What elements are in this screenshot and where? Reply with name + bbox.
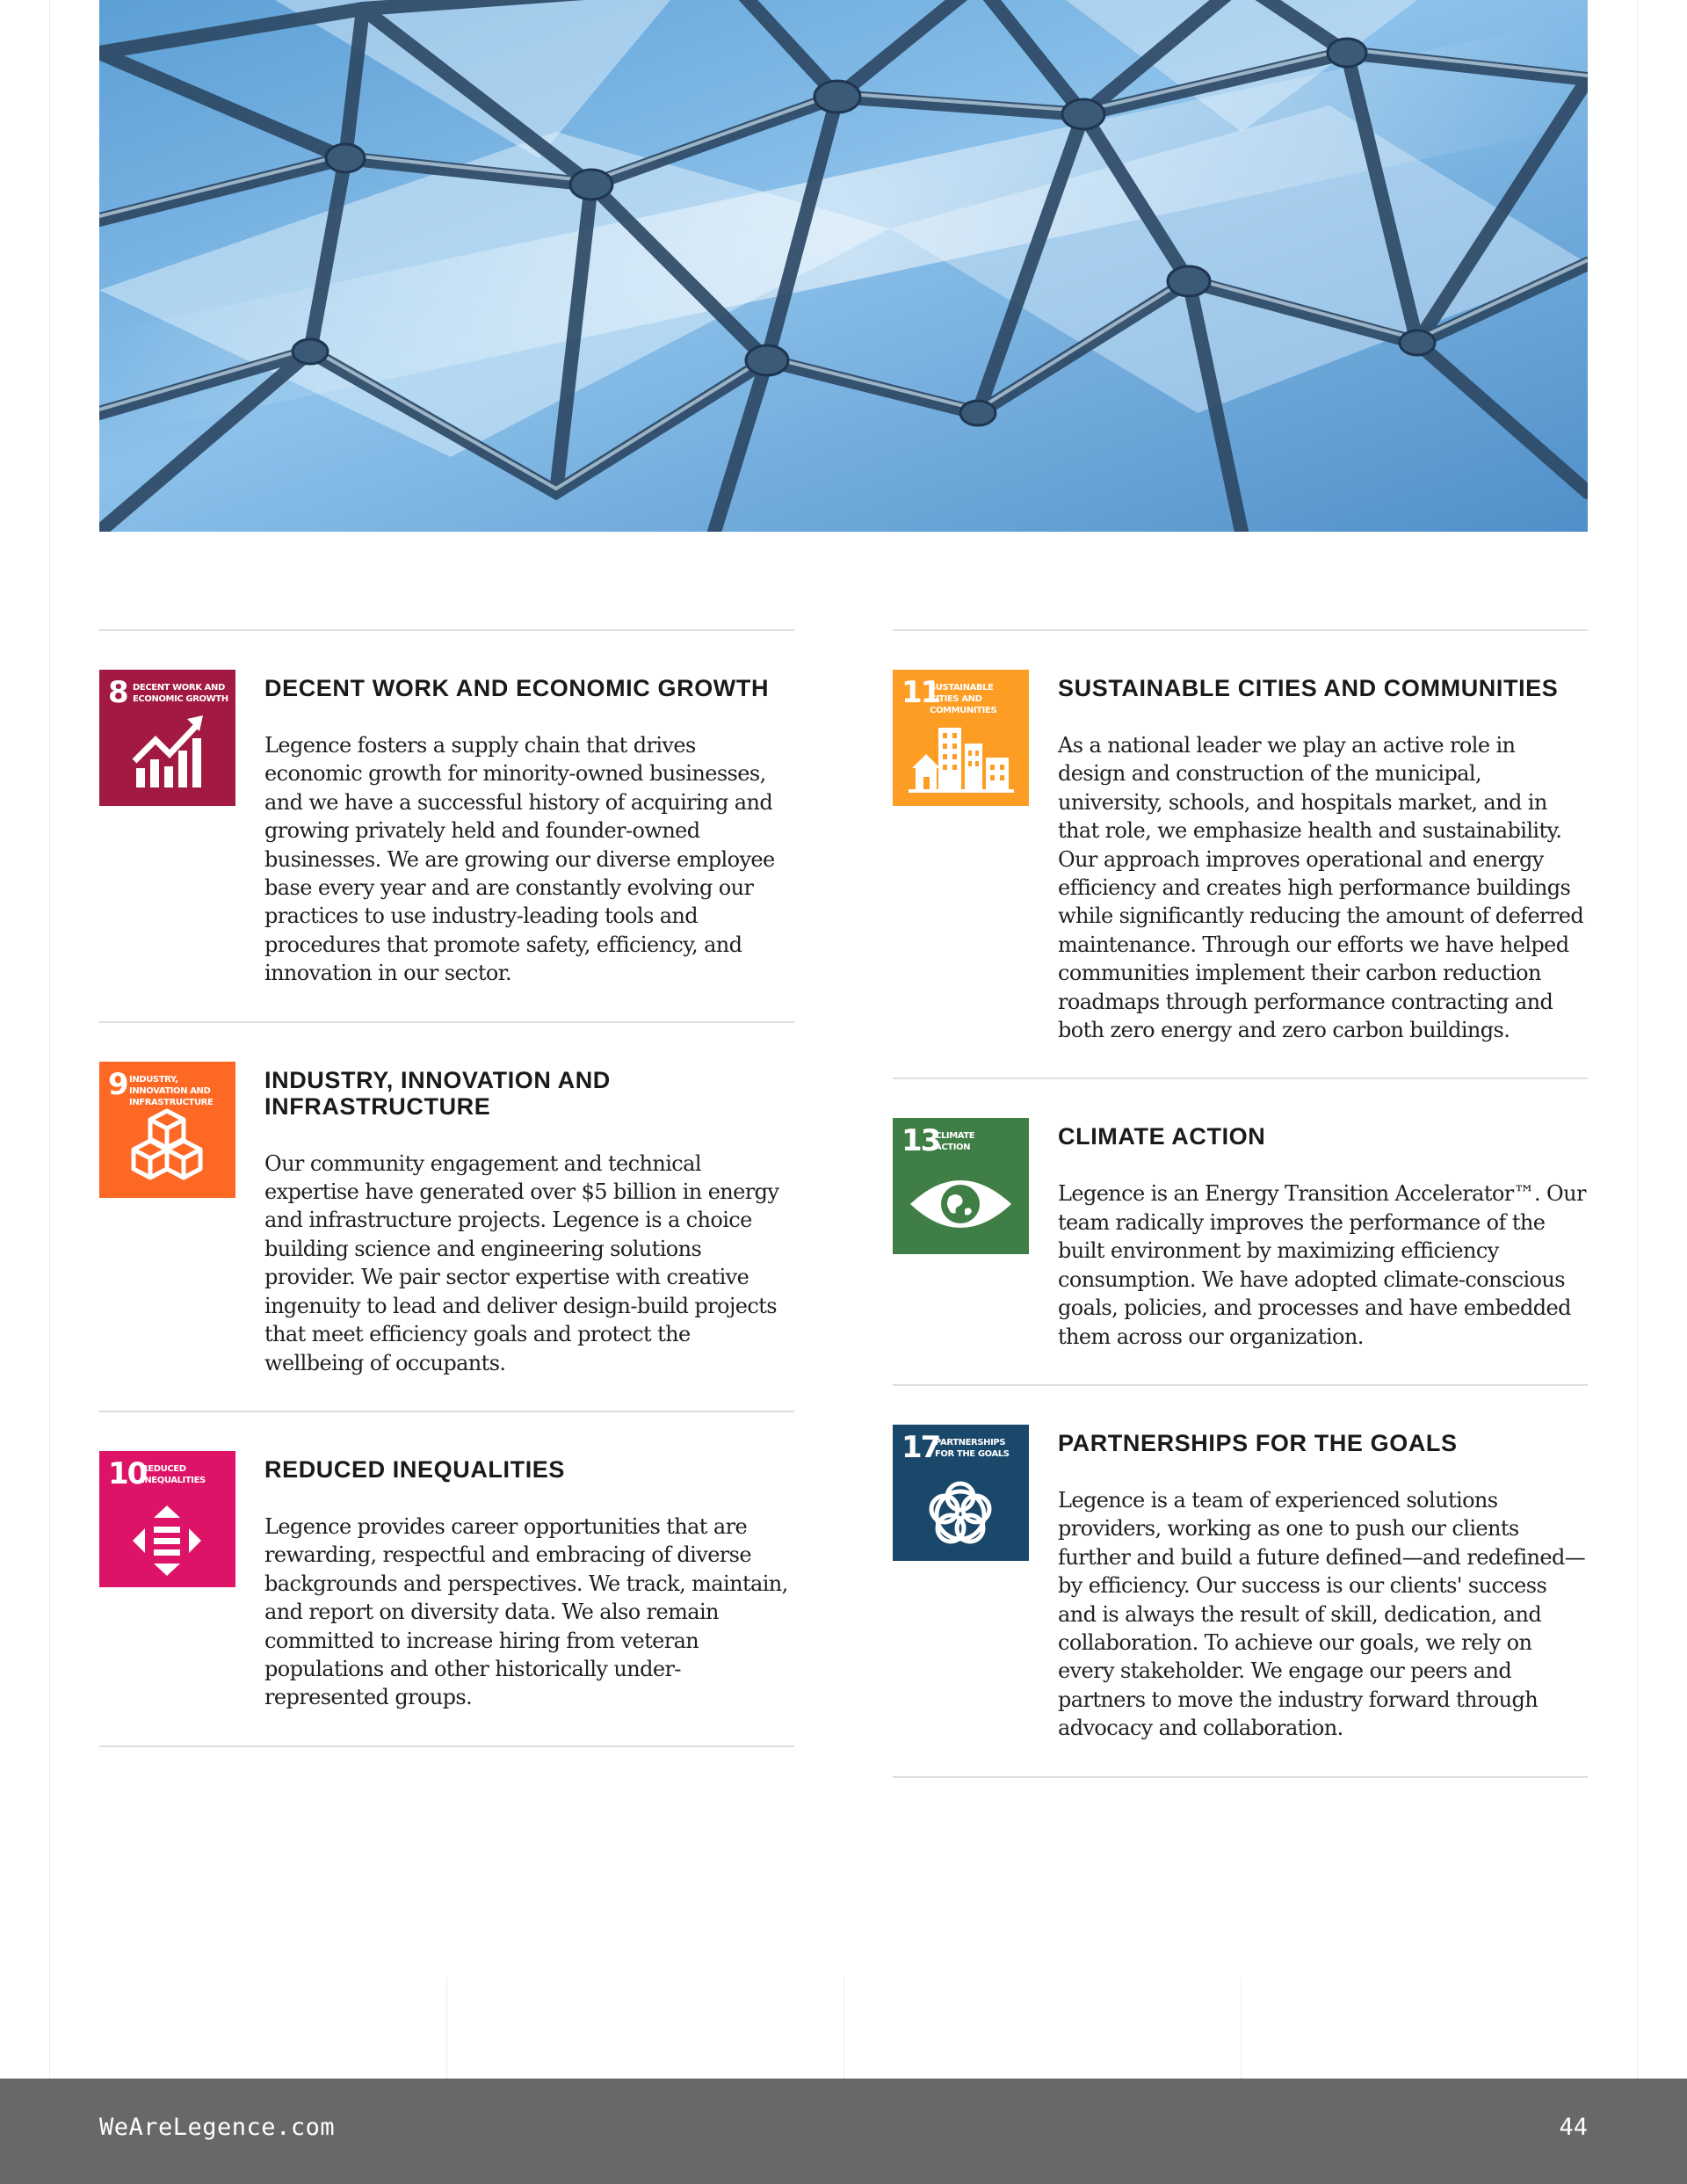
column-guide	[446, 1977, 447, 2079]
sdg-13-tile	[893, 1118, 1029, 1254]
sdg-tile-number: 17	[901, 1429, 940, 1465]
sdg-heading: SUSTAINABLE CITIES AND COMMUNITIES	[1058, 675, 1559, 701]
column-guide	[1241, 1977, 1242, 2079]
sdg-tile-label: CLIMATE ACTION	[935, 1131, 975, 1153]
hero-image-glass-roof	[99, 0, 1588, 532]
page-number: 44	[1559, 2114, 1588, 2141]
page-guide-left	[49, 0, 50, 2079]
sdg-9-tile	[99, 1062, 235, 1198]
linked-rings-icon	[893, 1425, 1029, 1561]
sdg-tile-label: PARTNERSHIPS FOR THE GOALS	[935, 1437, 1010, 1459]
sdg-entry-8	[99, 629, 794, 1021]
website-link[interactable]: WeAreLegence.com	[99, 2114, 336, 2141]
sdg-heading: CLIMATE ACTION	[1058, 1123, 1266, 1150]
page-guide-right	[1637, 0, 1638, 2079]
sdg-tile-number: 10	[108, 1455, 147, 1491]
sdg-heading: REDUCED INEQUALITIES	[264, 1455, 566, 1483]
sdg-17-tile	[893, 1425, 1029, 1561]
sdg-tile-label: DECENT WORK AND ECONOMIC GROWTH	[133, 683, 228, 704]
sdg-entry-10	[99, 1411, 794, 1747]
city-buildings-icon	[893, 670, 1029, 806]
sdg-tile-label: SUSTAINABLE CITIES AND COMMUNITIES	[930, 683, 997, 715]
sdg-entry-11	[893, 629, 1588, 1077]
sdg-entry-17	[893, 1384, 1588, 1778]
sdg-body: As a national leader we play an active role in design and construction of the municipal, university, schools, and hospitals market, and in that role, we emphasize health and sustainability. Our approach improves operational and energy efficiency and creates high performance buildings while significantly reducing the amount of deferred maintenance. Through our efforts we have helped communities implement their carbon reduction roadmaps through performance contracting and both zero energy and zero carbon buildings.	[1058, 733, 1584, 1043]
sdg-10-tile	[99, 1451, 235, 1587]
sdg-11-tile	[893, 670, 1029, 806]
equality-arrows-icon	[99, 1451, 235, 1587]
sdg-tile-label: REDUCED INEQUALITIES	[141, 1463, 206, 1485]
sdg-body: Legence is an Energy Transition Accelerator™. Our team radically improves the performance of the built environment by maximizing efficiency consumption. We have adopted climate-conscious goals, policies, and processes and have embedded them across our organization.	[1058, 1181, 1586, 1349]
sdg-tile-label: INDUSTRY, INNOVATION AND INFRASTRUCTURE	[129, 1074, 214, 1107]
sdg-column-right	[893, 629, 1588, 1778]
sdg-heading: DECENT WORK AND ECONOMIC GROWTH	[264, 675, 770, 701]
sdg-8-tile	[99, 670, 235, 806]
earth-eye-icon	[893, 1118, 1029, 1254]
sdg-entry-9	[99, 1021, 794, 1411]
cubes-icon	[99, 1062, 235, 1198]
sdg-tile-number: 13	[901, 1123, 940, 1159]
sdg-heading: PARTNERSHIPS FOR THE GOALS	[1058, 1429, 1458, 1456]
sdg-body: Legence is a team of experienced solutions providers, working as one to push our clients further and build a future defined—and redefined—by efficiency. Our success is our clients' success and is always the result of skill, dedication, and collaboration. To achieve our goals, we rely on every stakeholder. We engage our peers and partners to move the industry forward through advocacy and collaboration.	[1058, 1487, 1586, 1741]
sdg-body: Legence provides career opportunities that are rewarding, respectful and embracing of diverse backgrounds and perspectives. We track, maintain, and report on diversity data. We also remain committed to increase hiring from veteran populations and other historically under-represented groups.	[264, 1513, 788, 1710]
sdg-column-left	[99, 629, 794, 1747]
sdg-heading: INDUSTRY, INNOVATION AND INFRASTRUCTURE	[264, 1066, 611, 1120]
sdg-tile-number: 9	[108, 1066, 127, 1102]
sdg-tile-number: 11	[901, 675, 940, 710]
sdg-tile-number: 8	[108, 675, 127, 710]
sdg-body: Legence fosters a supply chain that drives economic growth for minority-owned businesses, and we have a successful history of acquiring and growing privately held and founder-owned businesses. We are growing our diverse employee base every year and are constantly evolving our practices to use industry-leading tools and procedures that promote safety, efficiency, and innovation in our sector.	[264, 733, 775, 986]
growth-chart-icon	[99, 670, 235, 806]
sdg-entry-13	[893, 1077, 1588, 1383]
page-footer	[0, 2079, 1687, 2184]
sdg-body: Our community engagement and technical expertise have generated over $5 billion in energy and infrastructure projects. Legence is a choice building science and engineering solutions provider. We pair sector expertise with creative ingenuity to lead and deliver design-build projects that meet efficiency goals and protect the wellbeing of occupants.	[264, 1150, 779, 1375]
